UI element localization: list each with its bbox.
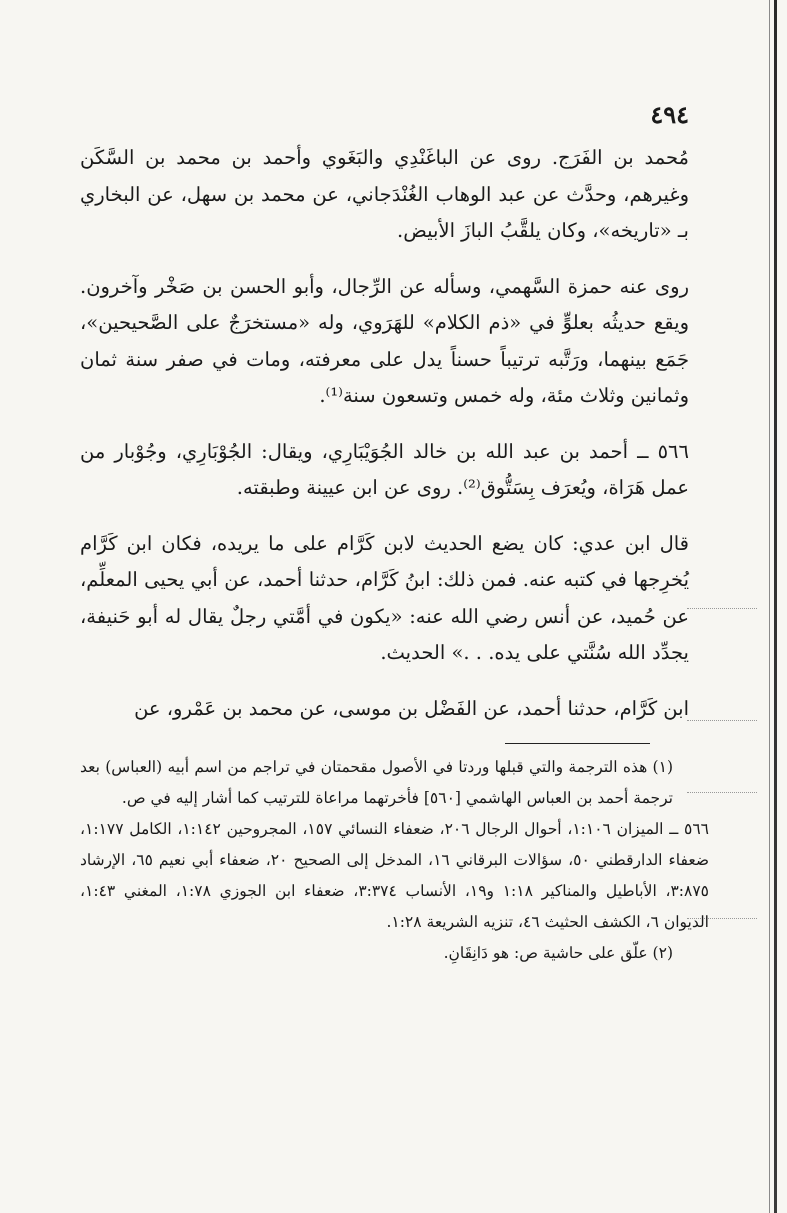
binding-edge <box>774 0 777 1213</box>
paragraph: ٥٦٦ ــ أحمد بن عبد الله بن خالد الجُوَيْبَارِي، ويقال: الجُوْبَارِي، وجُوْبار من عمل هَرَاة، ويُعرَف بِسَتُّوق⁽²⁾. روى عن ابن عيينة وطبقته. <box>80 439 689 499</box>
footnote: (٢) علّق على حاشية ص: هو دَانِقَانِ. <box>443 944 673 962</box>
page-number: ٤٩٤ <box>650 100 689 129</box>
footnotes <box>80 752 709 969</box>
main-text <box>80 140 689 746</box>
binding-edge-line <box>769 0 770 1213</box>
margin-dots <box>687 608 757 609</box>
footnote: (١) هذه الترجمة والتي قبلها وردتا في الأصول مقحمتان في تراجم من اسم أبيه (العباس) بعد ترجمة أحمد بن العباس الهاشمي [٥٦٠] فأخرتهما مراعاة للترتيب كما أشار إليه في ص. <box>80 758 673 807</box>
paragraph: مُحمد بن الفَرَج. روى عن الباغَنْدِي والبَغَوي وأحمد بن محمد بن السَّكَن وغيرهم، وحدَّث عن عبد الوهاب الغُنْدَجاني، عن محمد بن سهل، عن البخاري بـ «تاريخه»، وكان يلقَّبُ البازَ الأبيض. <box>80 146 689 242</box>
footnote-separator <box>505 743 650 744</box>
margin-dots <box>687 720 757 721</box>
paragraph: قال ابن عدي: كان يضع الحديث لابن كَرَّام على ما يريده، فكان ابن كَرَّام يُخرِجها في كتبه عنه. فمن ذلك: ابنُ كَرَّام، حدثنا أحمد، عن أبي يحيى المعلِّم، عن حُميد، عن أنس رضي الله عنه: «يكون في أمَّتي رجلٌ يقال له أبو حَنيفة، يجدِّد الله سُنَّتي على يده. . .» الحديث. <box>80 531 689 664</box>
paragraph: ابن كَرَّام، حدثنا أحمد، عن الفَضْل بن موسى، عن محمد بن عَمْرو، عن <box>134 696 689 720</box>
paragraph: روى عنه حمزة السَّهمي، وسأله عن الرِّجال، وأبو الحسن بن صَخْر وآخرون. ويقع حديثُه بعلوٍّ في «ذم الكلام» للهَرَوي، وله «مستخرَجٌ على الصَّحيحين»، جَمَع بينهما، ورَتَّبه ترتيباً حسناً يدل على معرفته، ومات في صفر سنة ثمان وثمانين وثلاث مئة، وله خمس وتسعون سنة⁽¹⁾. <box>80 274 689 407</box>
footnote-sources: ٥٦٦ ــ الميزان ١:١٠٦، أحوال الرجال ٢٠٦، ضعفاء النسائي ١٥٧، المجروحين ١:١٤٢، الكامل ١:١٧٧، ضعفاء الدارقطني ٥٠، سؤالات البرقاني ١٦، المدخل إلى الصحيح ٢٠، ضعفاء أبي نعيم ٦٥، الإرشاد ٣:٨٧٥، الأباطيل والمناكير ١:١٨ و١٩، الأنساب ٣:٣٧٤، ضعفاء ابن الجوزي ١:٧٨، المغني ١:٤٣، الديوان ٦، الكشف الحثيث ٤٦، تنزيه الشريعة ١:٢٨. <box>80 820 710 931</box>
